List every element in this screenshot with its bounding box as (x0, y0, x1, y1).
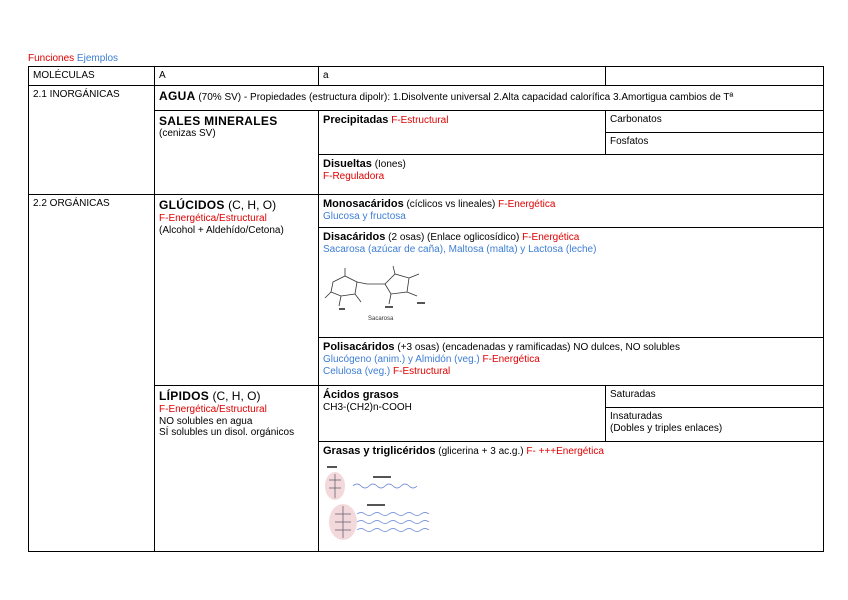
disueltas-func: F-Reguladora (323, 170, 385, 182)
acidos-cell (319, 386, 606, 442)
carbonatos-cell: Carbonatos (606, 111, 824, 133)
legend-funciones: Funciones (28, 53, 75, 64)
glucidos-name: GLÚCIDOS (159, 198, 225, 212)
agua-name: AGUA (159, 89, 196, 103)
precipitadas-name: Precipitadas (323, 114, 389, 126)
sales-cell (155, 111, 319, 195)
lipidos-func: F-Energética/Estructural (159, 403, 267, 415)
mono-examples: Glucosa y fructosa (323, 210, 406, 222)
di-cell (319, 228, 824, 338)
poli-func-2: F-Estructural (390, 365, 451, 377)
poli-name: Polisacáridos (323, 341, 395, 353)
poli-desc: (+3 osas) (encadenadas y ramificadas) NO dulces, NO solubles (394, 342, 680, 353)
header-moleculas: MOLÉCULAS (29, 67, 155, 86)
agua-row (29, 86, 824, 111)
precipitadas-func: F-Estructural (388, 115, 449, 126)
mono-cell (319, 195, 824, 228)
header-empty (606, 67, 824, 86)
header-row (29, 67, 824, 86)
lipidos-atoms: (C, H, O) (209, 389, 261, 403)
poli-example-1: Glucógeno (anim.) y Almidón (veg.) (323, 353, 480, 365)
poli-func-1: F-Energética (479, 353, 540, 365)
glucidos-cell (155, 195, 319, 386)
fosfatos-cell: Fosfatos (606, 133, 824, 155)
legend (28, 53, 118, 64)
mono-func: F-Energética (495, 199, 556, 210)
mono-name: Monosacáridos (323, 198, 404, 210)
di-desc: (2 osas) (Enlace oglicosídico) (385, 232, 520, 243)
grasas-desc: (glicerina + 3 ac.g.) (435, 446, 524, 457)
header-a-upper: A (155, 67, 319, 86)
lipidos-desc-1: NO solubles en agua (159, 415, 253, 427)
legend-ejemplos: Ejemplos (76, 53, 119, 64)
acidos-formula: CH3-(CH2)n-COOH (323, 401, 412, 413)
mono-desc: (cíclicos vs lineales) (403, 199, 496, 210)
di-name: Disacáridos (323, 231, 386, 243)
lipidos-name: LÍPIDOS (159, 389, 210, 403)
insaturadas-sub: (Dobles y triples enlaces) (610, 422, 723, 434)
disueltas-cell (319, 155, 824, 195)
grasas-func: F- +++Energética (523, 446, 604, 457)
grasas-cell (319, 442, 824, 552)
lipidos-desc-2: SÍ solubles un disol. orgánicos (159, 427, 295, 439)
poli-cell (319, 338, 824, 386)
disueltas-sub: (Iones) (371, 159, 406, 170)
lipidos-cell (155, 386, 319, 552)
agua-cell (155, 86, 824, 111)
agua-pct: (70% (198, 92, 222, 103)
sales-sub: (cenizas SV) (159, 128, 216, 140)
di-func: F-Energética (519, 232, 580, 243)
glucidos-func: F-Energética/Estructural (159, 212, 267, 224)
grasas-name: Grasas y triglicéridos (323, 445, 436, 457)
glucidos-desc: (Alcohol + Aldehído/Cetona) (159, 224, 284, 236)
triglyceride-figure (323, 464, 453, 544)
header-a-lower: a (319, 67, 606, 86)
sucrose-structure-figure (323, 262, 443, 326)
agua-properties: SV) - Propiedades (estructura dipolr): 1.Disolvente universal 2.Alta capacidad calorífica 3.Amortigua cambios de Tª (221, 92, 734, 103)
organicas-label: 2.2 ORGÁNICAS (29, 195, 155, 552)
insaturadas-label: Insaturadas (610, 411, 663, 422)
precipitadas-cell (319, 111, 606, 155)
molecules-table (28, 66, 824, 552)
di-examples: Sacarosa (azúcar de caña), Maltosa (malta) y Lactosa (leche) (323, 243, 597, 255)
saturadas-cell: Saturadas (606, 386, 824, 408)
sucrose-caption: Sacarosa (368, 315, 394, 322)
disueltas-name: Disueltas (323, 158, 372, 170)
insaturadas-cell (606, 408, 824, 442)
acidos-name: Ácidos grasos (323, 389, 399, 401)
mono-row (29, 195, 824, 228)
poli-example-2: Celulosa (veg.) (323, 365, 391, 377)
inorganicas-label: 2.1 INORGÁNICAS (29, 86, 155, 195)
glucidos-atoms: (C, H, O) (224, 198, 277, 212)
sales-name: SALES MINERALES (159, 114, 278, 128)
